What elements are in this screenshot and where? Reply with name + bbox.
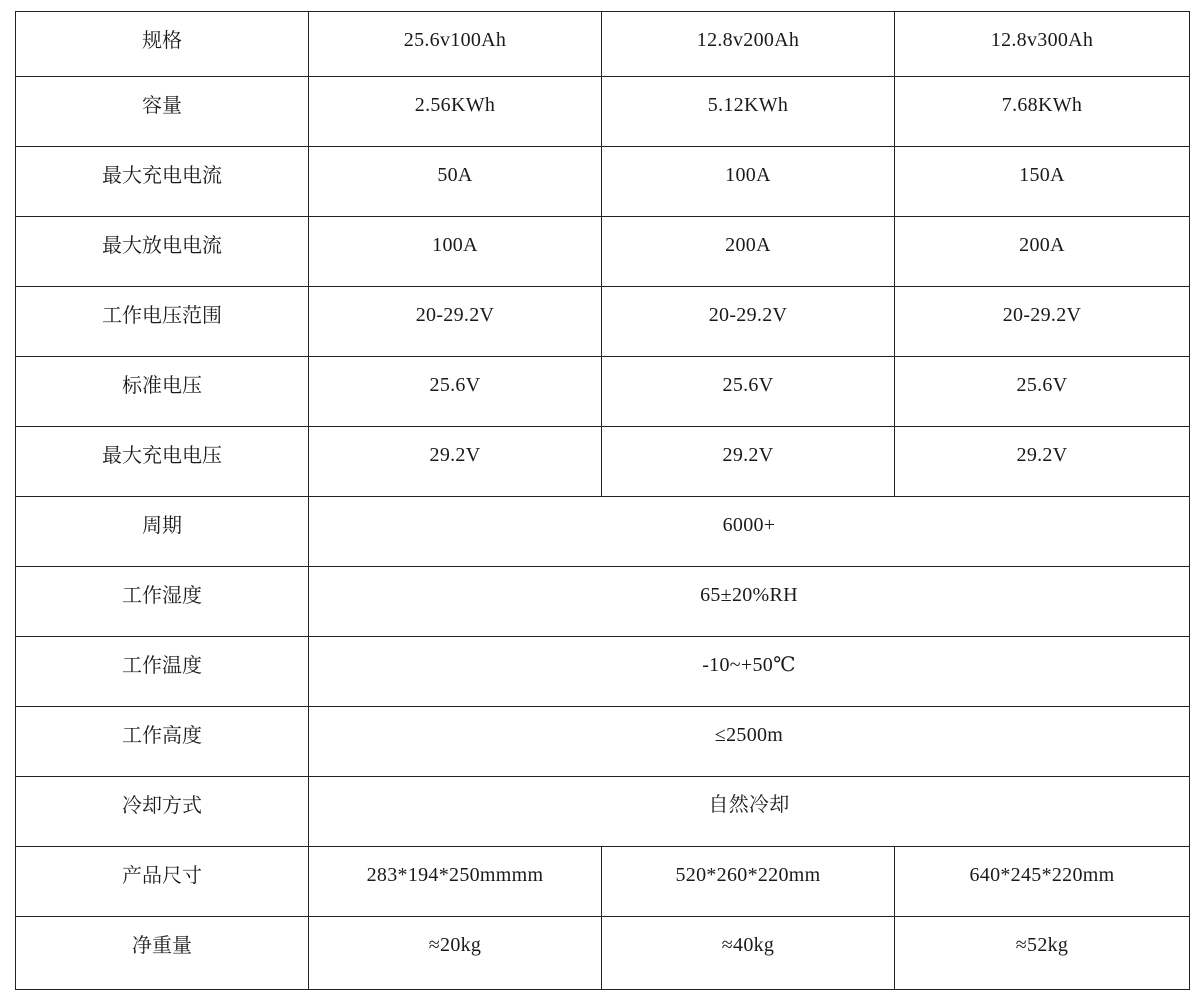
table-row (16, 357, 1190, 427)
table-row (16, 12, 1190, 77)
row-value-merged: -10~+50℃ (309, 637, 1190, 707)
row-value-1: 29.2V (309, 427, 602, 497)
row-value-2: ≈40kg (602, 917, 895, 990)
row-label: 标准电压 (16, 357, 309, 427)
table-row (16, 287, 1190, 357)
table-row (16, 427, 1190, 497)
row-label: 工作高度 (16, 707, 309, 777)
row-value-1: 50A (309, 147, 602, 217)
row-label: 产品尺寸 (16, 847, 309, 917)
row-value-2: 25.6V (602, 357, 895, 427)
row-value-2: 100A (602, 147, 895, 217)
row-label: 工作湿度 (16, 567, 309, 637)
row-value-1: 25.6v100Ah (309, 12, 602, 77)
table-row (16, 217, 1190, 287)
row-value-1: ≈20kg (309, 917, 602, 990)
row-value-merged: 6000+ (309, 497, 1190, 567)
row-value-1: 283*194*250mmmm (309, 847, 602, 917)
row-value-3: 25.6V (895, 357, 1190, 427)
row-value-3: ≈52kg (895, 917, 1190, 990)
row-label: 规格 (16, 12, 309, 77)
row-value-2: 20-29.2V (602, 287, 895, 357)
row-label: 最大充电电流 (16, 147, 309, 217)
row-value-3: 7.68KWh (895, 77, 1190, 147)
table-row (16, 567, 1190, 637)
row-value-1: 2.56KWh (309, 77, 602, 147)
table-row (16, 147, 1190, 217)
spec-table-body (16, 12, 1190, 990)
row-label: 净重量 (16, 917, 309, 990)
row-value-merged: ≤2500m (309, 707, 1190, 777)
row-value-1: 20-29.2V (309, 287, 602, 357)
row-value-2: 520*260*220mm (602, 847, 895, 917)
table-row (16, 707, 1190, 777)
row-value-3: 150A (895, 147, 1190, 217)
row-value-3: 640*245*220mm (895, 847, 1190, 917)
table-row (16, 917, 1190, 990)
row-value-1: 100A (309, 217, 602, 287)
row-label: 工作电压范围 (16, 287, 309, 357)
table-row (16, 777, 1190, 847)
row-value-merged: 65±20%RH (309, 567, 1190, 637)
row-value-2: 29.2V (602, 427, 895, 497)
row-value-merged: 自然冷却 (309, 777, 1190, 847)
row-label: 容量 (16, 77, 309, 147)
table-row (16, 497, 1190, 567)
row-label: 最大放电电流 (16, 217, 309, 287)
row-value-1: 25.6V (309, 357, 602, 427)
row-value-2: 12.8v200Ah (602, 12, 895, 77)
row-label: 冷却方式 (16, 777, 309, 847)
table-row (16, 847, 1190, 917)
row-label: 最大充电电压 (16, 427, 309, 497)
row-value-3: 20-29.2V (895, 287, 1190, 357)
row-label: 工作温度 (16, 637, 309, 707)
table-row (16, 77, 1190, 147)
row-value-2: 200A (602, 217, 895, 287)
row-label: 周期 (16, 497, 309, 567)
row-value-2: 5.12KWh (602, 77, 895, 147)
row-value-3: 29.2V (895, 427, 1190, 497)
table-row (16, 637, 1190, 707)
spec-table (15, 11, 1190, 990)
row-value-3: 200A (895, 217, 1190, 287)
row-value-3: 12.8v300Ah (895, 12, 1190, 77)
